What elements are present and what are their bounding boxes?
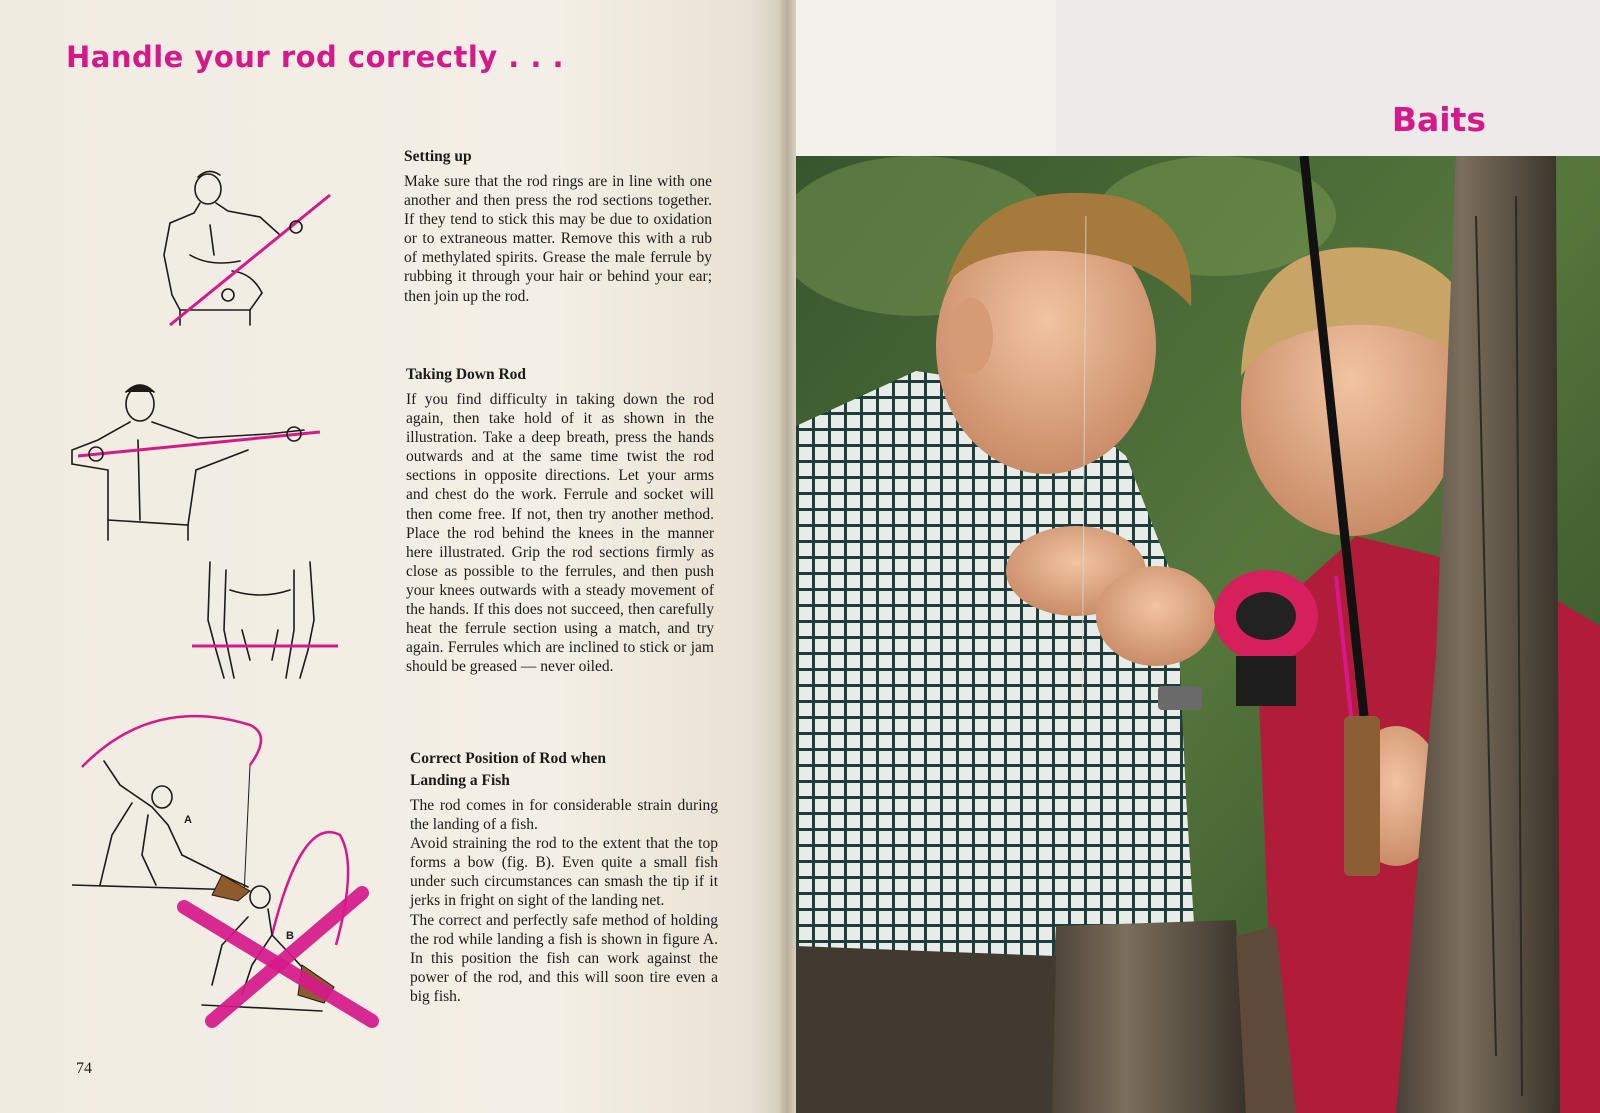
section-paragraph: Avoid straining the rod to the extent that the top forms a bow (fig. B). Even quite a small fish under such circumstances can smash the tip if it jerks in fright on sight of the landing net. bbox=[410, 835, 718, 910]
header-band bbox=[1056, 0, 1600, 156]
section-title: Baits bbox=[1391, 100, 1486, 139]
section-heading: Setting up bbox=[404, 148, 472, 165]
illustration-taking-down-arms bbox=[68, 380, 328, 545]
section-paragraph: Make sure that the rod rings are in line with one another and then press the rod sections together. If they tend to stick this may be due to oxidation or to extraneous matter. Remove this with a rub of methylated spirits. Grease the male ferrule by rubbing it through your hair or behind your ear; then join up the rod. bbox=[404, 173, 712, 305]
photo-illustration bbox=[796, 156, 1600, 1113]
section-paragraph: The rod comes in for considerable strain during the landing of a fish. bbox=[410, 797, 718, 834]
illustration-landing-fish bbox=[72, 695, 392, 1035]
left-page bbox=[0, 0, 790, 1113]
figure-label-b: B bbox=[286, 930, 294, 942]
right-page bbox=[796, 0, 1600, 1113]
section-heading: Taking Down Rod bbox=[406, 366, 527, 383]
section-paragraph: If you find difficulty in taking down the rod again, then take hold of it as shown in the illustration. Take a deep breath, press the hands outwards and at the same time twist the rod sections in opposite directions. Let your arms and chest do the work. Ferrule and socket will then come free. If not, then try another method. Place the rod behind the knees in the manner here illustrated. Grip the rod sections firmly as close as possible to the ferrules, and then push your knees outwards with a steady movement of the hands. If this does not succeed, then carefully heat the ferrule section using a match, and try again. Ferrules which are inclined to stick or jam should be greased — never oiled. bbox=[406, 391, 714, 676]
section-landing-fish bbox=[410, 748, 718, 1006]
page-number: 74 bbox=[76, 1060, 92, 1077]
section-setting-up bbox=[404, 146, 712, 306]
section-taking-down-rod bbox=[406, 364, 714, 676]
photo-boys-fishing bbox=[796, 156, 1600, 1113]
page-title: Handle your rod correctly . . . bbox=[66, 40, 565, 74]
illustration-taking-down-knees bbox=[190, 560, 340, 680]
book-gutter bbox=[778, 0, 796, 1113]
section-heading: Correct Position of Rod when Landing a Fish bbox=[410, 750, 607, 789]
illustration-setting-up bbox=[150, 165, 350, 330]
section-paragraph: The correct and perfectly safe method of holding the rod while landing a fish is shown in figure A. In this position the fish can work against the power of the rod, and this will soon tire even a big fish. bbox=[410, 911, 718, 1005]
figure-label-a: A bbox=[184, 814, 192, 826]
